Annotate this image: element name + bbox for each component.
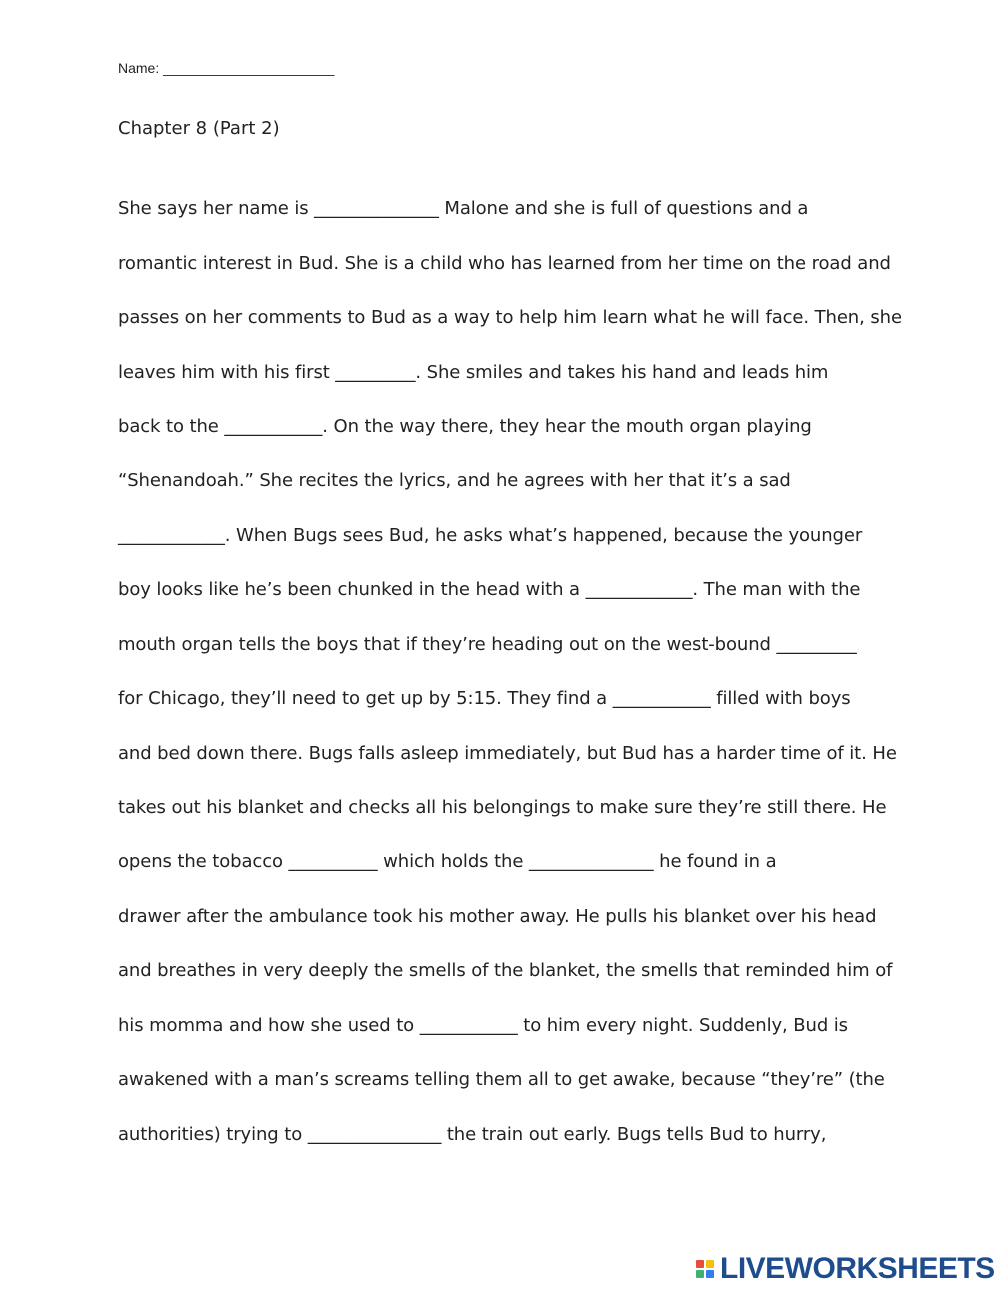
paragraph-line: back to the ___________. On the way there, they hear the mouth organ playing <box>118 416 812 437</box>
paragraph-line: drawer after the ambulance took his mother away. He pulls his blanket over his head <box>118 906 877 927</box>
logo-block <box>706 1270 714 1278</box>
paragraph-line: leaves him with his first _________. She smiles and takes his hand and leads him <box>118 362 829 383</box>
paragraph-line: and bed down there. Bugs falls asleep immediately, but Bud has a harder time of it. He <box>118 743 897 764</box>
paragraph-line: ____________. When Bugs sees Bud, he asks what’s happened, because the younger <box>118 525 863 546</box>
paragraph-line: takes out his blanket and checks all his belongings to make sure they’re still there. He <box>118 797 887 818</box>
paragraph-line: awakened with a man’s screams telling them all to get awake, because “they’re” (the <box>118 1069 885 1090</box>
logo-block <box>706 1260 714 1268</box>
logo-blocks-icon <box>696 1260 714 1278</box>
name-field-label: Name: ______________________ <box>118 60 335 76</box>
paragraph-line: mouth organ tells the boys that if they’re heading out on the west-bound _________ <box>118 634 857 655</box>
logo-block <box>696 1260 704 1268</box>
paragraph-line: opens the tobacco __________ which holds the ______________ he found in a <box>118 851 777 872</box>
paragraph-line: passes on her comments to Bud as a way to help him learn what he will face. Then, she <box>118 307 902 328</box>
paragraph-line: and breathes in very deeply the smells of the blanket, the smells that reminded him of <box>118 960 893 981</box>
logo-text: LIVEWORKSHEETS <box>720 1252 995 1285</box>
paragraph-line: romantic interest in Bud. She is a child who has learned from her time on the road and <box>118 253 891 274</box>
paragraph-line: for Chicago, they’ll need to get up by 5:15. They find a ___________ filled with boys <box>118 688 851 709</box>
paragraph-line: authorities) trying to _______________ the train out early. Bugs tells Bud to hurry, <box>118 1124 827 1145</box>
paragraph-line: “Shenandoah.” She recites the lyrics, and he agrees with her that it’s a sad <box>118 470 791 491</box>
logo-block <box>696 1270 704 1278</box>
paragraph-line: She says her name is ______________ Malone and she is full of questions and a <box>118 198 809 219</box>
page-title: Chapter 8 (Part 2) <box>118 118 280 139</box>
paragraph-line: his momma and how she used to ___________ to him every night. Suddenly, Bud is <box>118 1015 848 1036</box>
liveworksheets-logo[interactable] <box>696 1252 995 1286</box>
paragraph-line: boy looks like he’s been chunked in the head with a ____________. The man with the <box>118 579 861 600</box>
